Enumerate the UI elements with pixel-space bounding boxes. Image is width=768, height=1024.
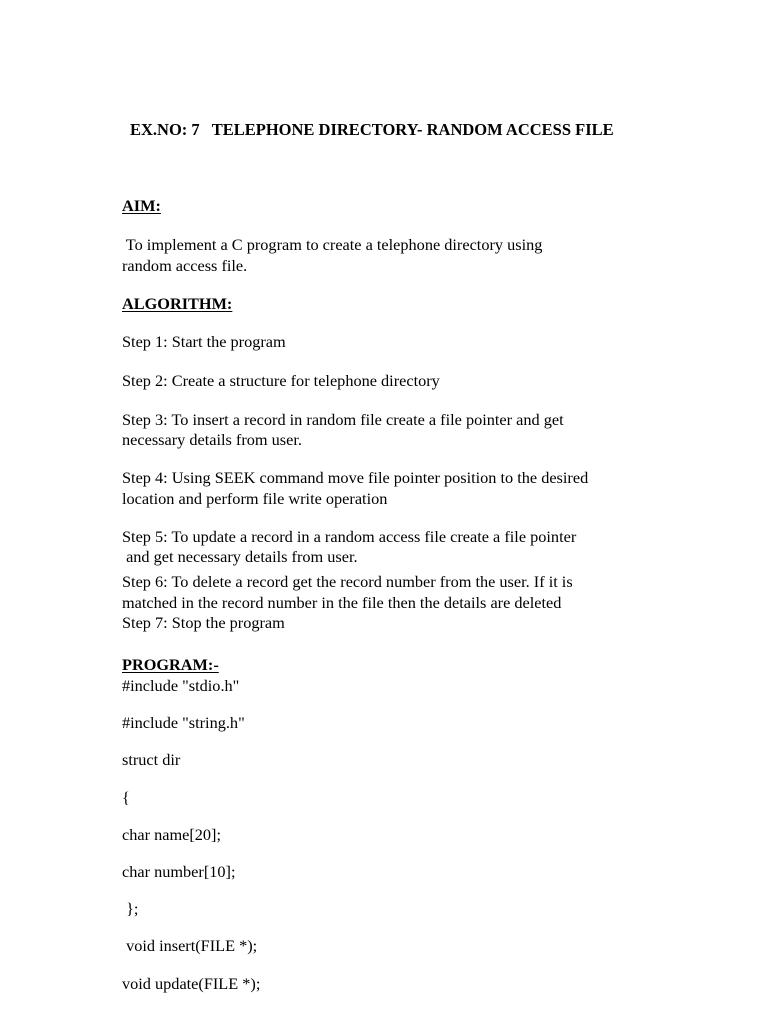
algorithm-step: Step 3: To insert a record in random file create a file pointer and get <box>122 410 564 429</box>
algorithm-step: Step 4: Using SEEK command move file pointer position to the desired <box>122 468 589 487</box>
code-line: void update(FILE *); <box>122 974 261 993</box>
algorithm-step-continued: and get necessary details from user. <box>122 547 358 566</box>
algorithm-step: Step 7: Stop the program <box>122 613 285 632</box>
program-heading: PROGRAM:- <box>122 655 219 674</box>
aim-text-line: random access file. <box>122 256 248 275</box>
algorithm-step-continued: necessary details from user. <box>122 430 302 449</box>
code-line: struct dir <box>122 750 181 769</box>
code-line: }; <box>122 899 139 918</box>
algorithm-step-continued: matched in the record number in the file then the details are deleted <box>122 593 562 612</box>
code-line: #include "string.h" <box>122 713 245 732</box>
code-line: char name[20]; <box>122 825 221 844</box>
document-title: EX.NO: 7 TELEPHONE DIRECTORY- RANDOM ACCESS FILE <box>130 120 614 139</box>
code-line: #include "stdio.h" <box>122 676 240 695</box>
aim-heading: AIM: <box>122 196 161 215</box>
aim-text-line: To implement a C program to create a telephone directory using <box>122 235 543 254</box>
algorithm-step: Step 5: To update a record in a random access file create a file pointer <box>122 527 577 546</box>
algorithm-step: Step 1: Start the program <box>122 332 286 351</box>
algorithm-step-continued: location and perform file write operation <box>122 489 388 508</box>
algorithm-step: Step 6: To delete a record get the record number from the user. If it is <box>122 572 573 591</box>
algorithm-step: Step 2: Create a structure for telephone directory <box>122 371 440 390</box>
code-line: char number[10]; <box>122 862 236 881</box>
code-line: { <box>122 788 130 807</box>
algorithm-heading: ALGORITHM: <box>122 294 233 313</box>
code-line: void insert(FILE *); <box>122 936 258 955</box>
